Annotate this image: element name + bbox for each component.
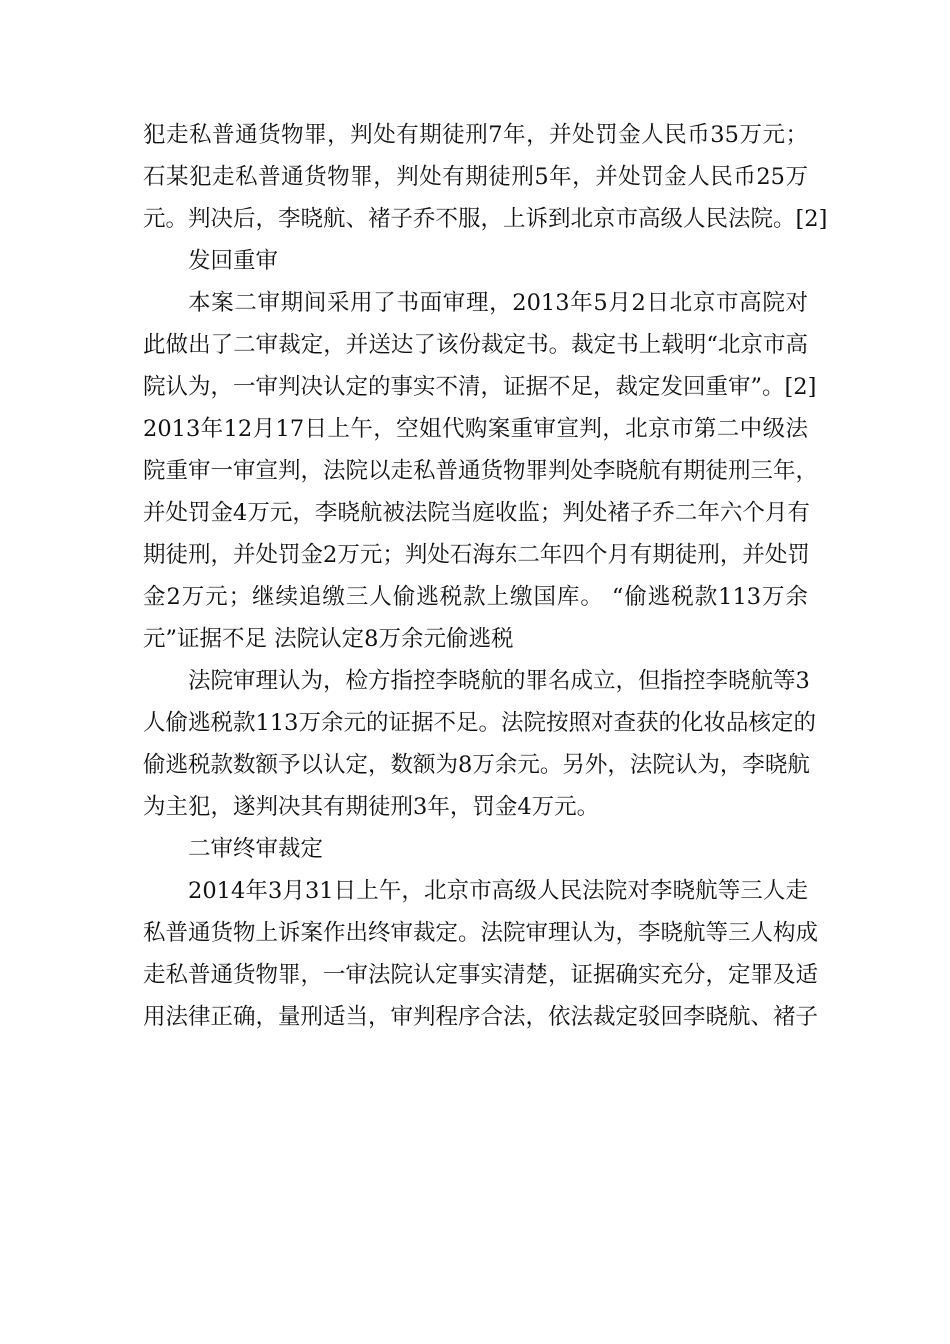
paragraph-line: 期徒刑，并处罚金2万元；判处石海东二年四个月有期徒刑，并处罚	[143, 542, 810, 568]
document-body	[143, 114, 828, 1038]
paragraph-line: 为主犯，遂判决其有期徒刑3年，罚金4万元。	[143, 794, 600, 820]
paragraph-line-first: 本案二审期间采用了书面审理，2013年5月2日北京市高院对	[188, 290, 808, 316]
paragraph-line: 2013年12月17日上午，空姐代购案重审宣判，北京市第二中级法	[143, 416, 808, 442]
paragraph-line: 院重审一审宣判，法院以走私普通货物罪判处李晓航有期徒刑三年，	[143, 458, 819, 484]
paragraph-line: 此做出了二审裁定，并送达了该份裁定书。裁定书上载明“北京市高	[143, 332, 808, 358]
paragraph-line: 元。判决后，李晓航、褚子乔不服，上诉到北京市高级人民法院。[2]	[143, 206, 828, 232]
paragraph-line: 走私普通货物罪，一审法院认定事实清楚，证据确实充分，定罪及适	[143, 962, 819, 988]
paragraph-line-first: 二审终审裁定	[188, 836, 324, 862]
paragraph-line: 私普通货物上诉案作出终审裁定。法院审理认为，李晓航等三人构成	[143, 920, 819, 946]
paragraph-line: 偷逃税款数额予以认定，数额为8万余元。另外，法院认为，李晓航	[143, 752, 810, 778]
paragraph-line: 人偷逃税款113万余元的证据不足。法院按照对查获的化妆品核定的	[143, 710, 816, 736]
paragraph-line: 石某犯走私普通货物罪，判处有期徒刑5年，并处罚金人民币25万	[143, 164, 808, 190]
paragraph-line-first: 发回重审	[188, 248, 279, 274]
paragraph-line: 院认为，一审判决认定的事实不清，证据不足，裁定发回重审”。[2]	[143, 374, 817, 400]
paragraph-line-first: 2014年3月31日上午，北京市高级人民法院对李晓航等三人走	[188, 878, 808, 904]
paragraph-line-first: 法院审理认为，检方指控李晓航的罪名成立，但指控李晓航等3	[188, 668, 810, 694]
paragraph-line: 用法律正确，量刑适当，审判程序合法，依法裁定驳回李晓航、褚子	[143, 1004, 819, 1030]
paragraph-line: 元”证据不足 法院认定8万余元偷逃税	[143, 626, 514, 652]
paragraph-line: 并处罚金4万元，李晓航被法院当庭收监；判处褚子乔二年六个月有	[143, 500, 810, 526]
paragraph-line: 金2万元；继续追缴三人偷逃税款上缴国库。 “偷逃税款113万余	[143, 584, 808, 610]
paragraph-line: 犯走私普通货物罪，判处有期徒刑7年，并处罚金人民币35万元；	[143, 122, 808, 148]
